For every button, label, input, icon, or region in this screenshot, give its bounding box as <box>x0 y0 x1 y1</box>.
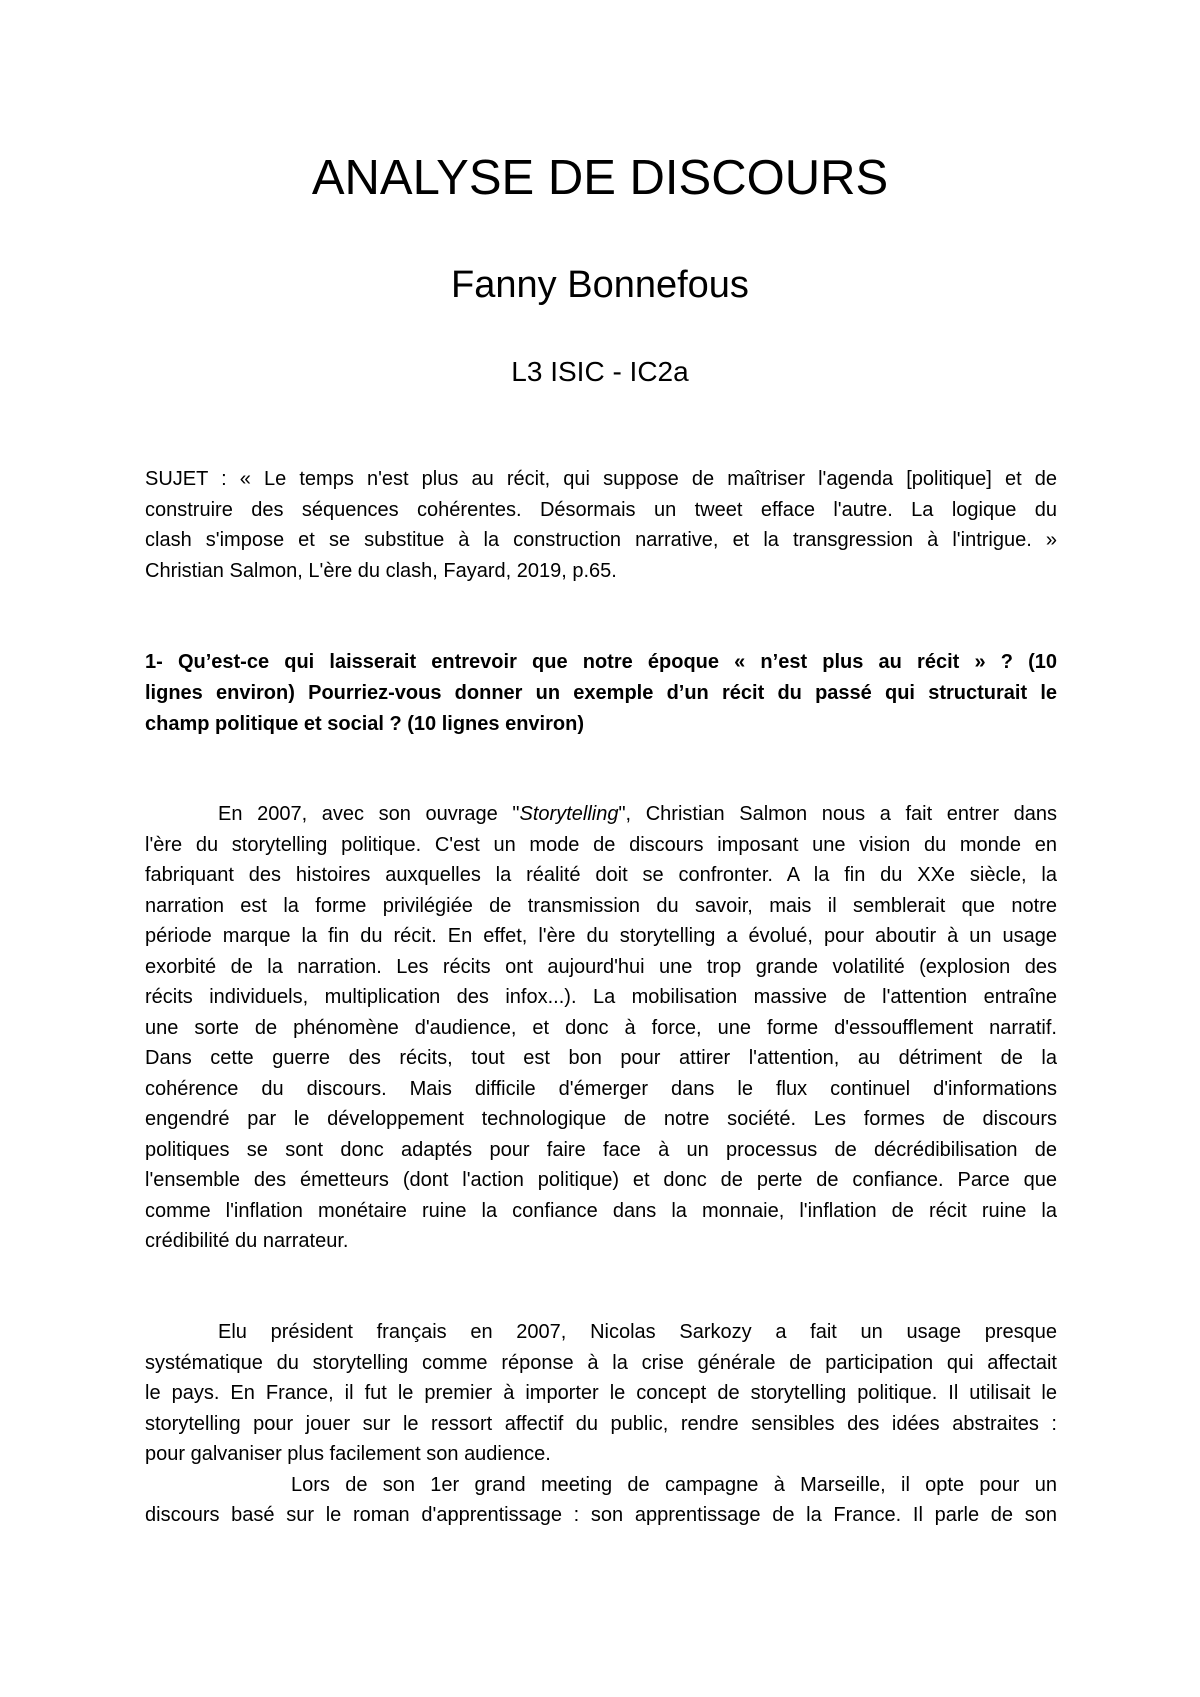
paragraph-line: récits individuels, multiplication des infox...). La mobilisation massive de l'attention entraîne <box>145 986 1057 1008</box>
paragraph-line: fabriquant des histoires auxquelles la réalité doit se confronter. A la fin du XXe siècle, la <box>145 864 1057 886</box>
paragraph-storytelling <box>145 799 1057 1257</box>
question-line: champ politique et social ? (10 lignes environ) <box>145 713 584 735</box>
author-name: Fanny Bonnefous <box>451 264 749 306</box>
book-title: Storytelling <box>519 803 619 825</box>
paragraph-line: l'ensemble des émetteurs (dont l'action politique) et donc de perte de confiance. Parce que <box>145 1169 1057 1191</box>
subject-citation: Christian Salmon, L'ère du clash, Fayard, 2019, p.65. <box>145 559 617 582</box>
paragraph-line: politiques se sont donc adaptés pour faire face à un processus de décrédibilisation de <box>145 1138 1057 1161</box>
paragraph-line: l'ère du storytelling politique. C'est un mode de discours imposant une vision du monde en <box>145 833 1057 856</box>
paragraph-line: crédibilité du narrateur. <box>145 1230 349 1252</box>
paragraph-line: narration est la forme privilégiée de transmission du savoir, mais il semblerait que notre <box>145 894 1057 917</box>
paragraph-line: engendré par le développement technologique de notre société. Les formes de discours <box>145 1108 1057 1130</box>
question-heading <box>145 647 1057 740</box>
text-run: En 2007, avec son ouvrage " <box>218 803 520 825</box>
subject-line: SUJET : « Le temps n'est plus au récit, qui suppose de maîtriser l'agenda [politique] et de <box>145 468 1057 490</box>
subject-quote <box>145 464 1057 586</box>
question-line: 1- Qu’est-ce qui laisserait entrevoir que notre époque « n’est plus au récit » ? (10 <box>145 651 1057 673</box>
paragraph-first-line <box>145 799 1057 830</box>
paragraph-line: cohérence du discours. Mais difficile d'émerger dans le flux continuel d'informations <box>145 1077 1057 1100</box>
paragraph-line: comme l'inflation monétaire ruine la confiance dans la monnaie, l'inflation de récit ruine la <box>145 1199 1057 1222</box>
text-run: ", Christian Salmon nous a fait entrer dans <box>618 803 1057 825</box>
paragraph-line: pour galvaniser plus facilement son audience. <box>145 1443 551 1465</box>
paragraph-sarkozy <box>145 1317 1057 1531</box>
paragraph-line: discours basé sur le roman d'apprentissage : son apprentissage de la France. Il parle de son <box>145 1504 1057 1526</box>
document-title: ANALYSE DE DISCOURS <box>311 151 889 205</box>
question-line: lignes environ) Pourriez-vous donner un exemple d’un récit du passé qui structurait le <box>145 682 1057 704</box>
paragraph-line: le pays. En France, il fut le premier à importer le concept de storytelling politique. Il utilisait le <box>145 1382 1057 1404</box>
paragraph-line: période marque la fin du récit. En effet, l'ère du storytelling a évolué, pour aboutir à un usage <box>145 925 1057 947</box>
paragraph-line: Dans cette guerre des récits, tout est bon pour attirer l'attention, au détriment de la <box>145 1047 1057 1069</box>
paragraph-line: Lors de son 1er grand meeting de campagne à Marseille, il opte pour un <box>291 1473 1057 1496</box>
paragraph-line: exorbité de la narration. Les récits ont aujourd'hui une trop grande volatilité (explosion des <box>145 955 1057 978</box>
paragraph-line: storytelling pour jouer sur le ressort affectif du public, rendre sensibles des idées abstraites : <box>145 1412 1057 1435</box>
paragraph-line: une sorte de phénomène d'audience, et donc à force, une forme d'essoufflement narratif. <box>145 1016 1057 1039</box>
paragraph-line: systématique du storytelling comme réponse à la crise générale de participation qui affectait <box>145 1351 1057 1374</box>
subject-line: construire des séquences cohérentes. Désormais un tweet efface l'autre. La logique du <box>145 498 1057 521</box>
subject-line: clash s'impose et se substitue à la construction narrative, et la transgression à l'intrigue. » <box>145 529 1057 551</box>
paragraph-line: Elu président français en 2007, Nicolas Sarkozy a fait un usage presque <box>218 1321 1057 1343</box>
course-label: L3 ISIC - IC2a <box>511 356 689 387</box>
